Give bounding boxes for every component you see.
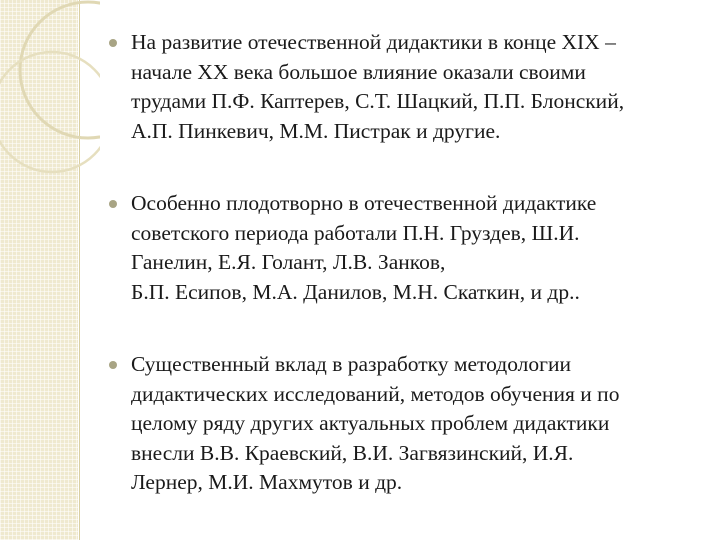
text-line: советского периода работали П.Н. Груздев, Ш.И.: [131, 220, 580, 245]
bullet-item: [104, 189, 704, 307]
bullet-text: [131, 28, 704, 146]
text-line: дидактических исследований, методов обучения и по: [131, 381, 620, 406]
text-line: трудами П.Ф. Каптерев, С.Т. Шацкий, П.П. Блонский,: [131, 89, 625, 113]
text-line: Существенный вклад в разработку методологии: [131, 352, 571, 376]
bullet-text: [131, 350, 704, 498]
bullet-icon: [109, 361, 117, 369]
text-line: Лернер, М.И. Махмутов и др.: [131, 470, 403, 494]
text-line: начале XX века большое влияние оказали своими: [131, 59, 586, 84]
text-line: Ганелин, Е.Я. Голант, Л.В. Занков,: [131, 250, 446, 274]
decorative-circle-large: [20, 2, 100, 138]
text-line: внесли В.В. Краевский, В.И. Загвязинский, И.Я.: [131, 440, 574, 465]
bullet-text: [131, 189, 704, 307]
decorative-circle-small: [0, 52, 100, 172]
text-line: целому ряду других актуальных проблем дидактики: [131, 411, 610, 435]
text-line: Особенно плодотворно в отечественной дидактике: [131, 191, 597, 215]
text-line: На развитие отечественной дидактики в конце XIX –: [131, 30, 616, 54]
bullet-icon: [109, 200, 117, 208]
slide-content: [104, 28, 704, 541]
bullet-item: [104, 350, 704, 498]
bullet-item: [104, 28, 704, 146]
text-line: Б.П. Есипов, М.А. Данилов, М.Н. Скаткин, и др..: [131, 279, 580, 304]
text-line: А.П. Пинкевич, М.М. Пистрак и другие.: [131, 118, 501, 143]
decorative-circles: [0, 0, 100, 190]
bullet-icon: [109, 39, 117, 47]
